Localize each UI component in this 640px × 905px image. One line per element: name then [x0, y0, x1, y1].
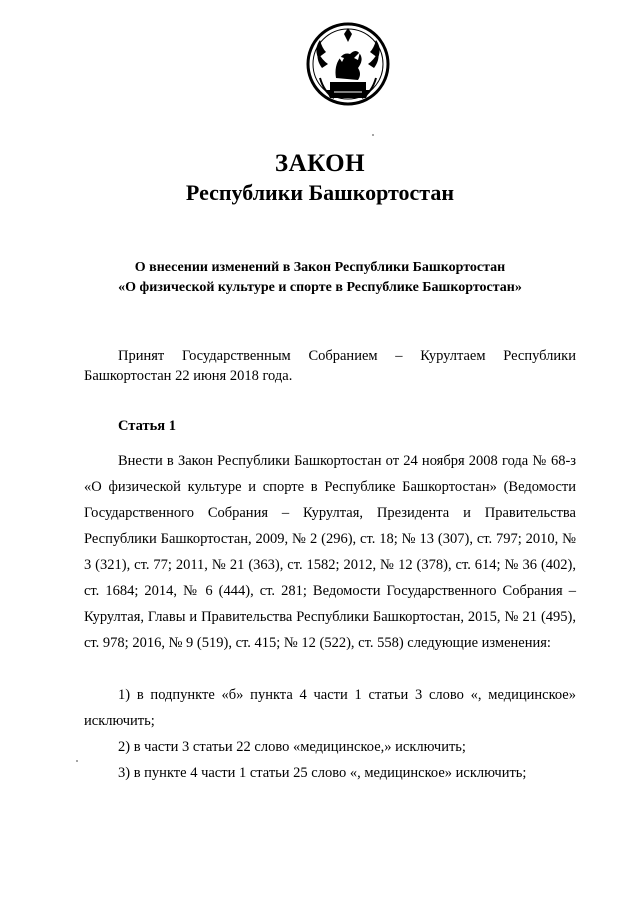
amendment-item-2: 2) в части 3 статьи 22 слово «медицинское,» исключить; [118, 739, 466, 755]
scan-speck [76, 760, 78, 762]
subject-line-1: О внесении изменений в Закон Республики Башкортостан [134, 260, 506, 275]
article-text: Внести в Закон Республики Башкортостан от 24 ноября 2008 года № 68-з «О физической культуре и спорте в Республике Башкортостан» (Ведомости Государственного Собрания – Курултая, Президента и Правительства Республики Башкортостан, 2009, № 2 (296), ст. 18; № 13 (307), ст. 797; 2010, № 3 (321), ст. 77; 2011, № 21 (363), ст. 1582; 2012, № 12 (378), ст. 614; № 36 (402), ст. 1684; 2014, № 6 (444), ст. 281; Ведомости Государственного Собрания – Курултая, Главы и Правительства Республики Башкортостан, 2015, № 21 (495), ст. 978; 2016, № 9 (519), ст. 415; № 12 (522), ст. 558) следующие изменения: [84, 453, 576, 651]
amendment-item-1: 1) в подпункте «б» пункта 4 части 1 статьи 3 слово «, медицинское» исключить; [84, 687, 576, 729]
subject-line-2: «О физической культуре и спорте в Республике Башкортостан» [118, 280, 522, 295]
article-heading: Статья 1 [118, 418, 176, 434]
document-subtitle: Республики Башкортостан [185, 180, 455, 205]
coat-of-arms-bashkortostan-icon [300, 18, 396, 114]
adoption-statement: Принят Государственным Собранием – Курултаем Республики Башкортостан 22 июня 2018 года. [84, 348, 576, 384]
document-title: ЗАКОН [274, 150, 366, 177]
law-subject [0, 258, 640, 298]
scan-speck [372, 134, 374, 136]
amendment-item-3: 3) в пункте 4 части 1 статьи 25 слово «, медицинское» исключить; [118, 765, 527, 781]
